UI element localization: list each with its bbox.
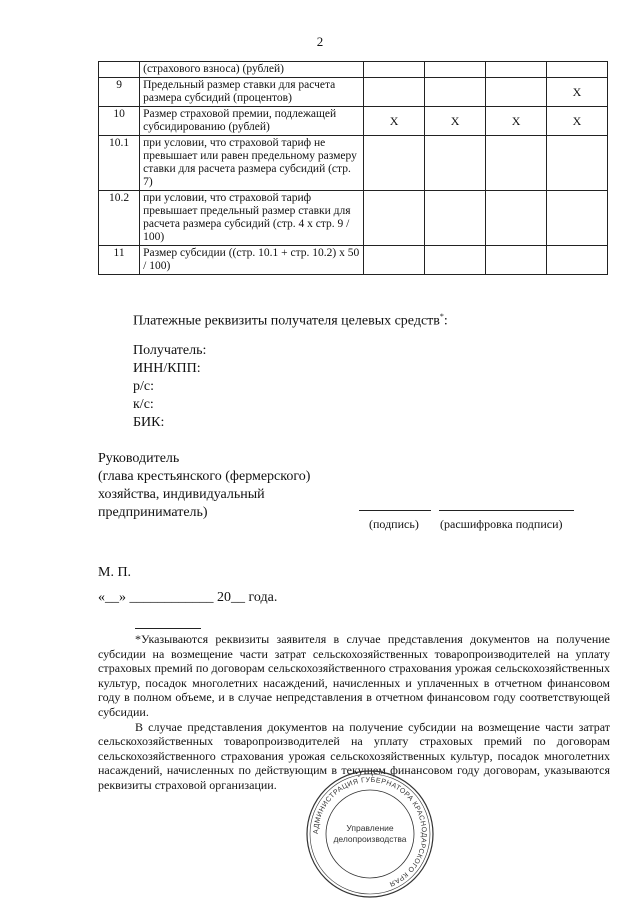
- row-number: 10: [99, 107, 140, 136]
- value-cell: [425, 246, 486, 275]
- field-inn-kpp: ИНН/КПП:: [133, 361, 201, 376]
- head-line: предприниматель): [98, 505, 208, 520]
- footnote-separator: [135, 628, 201, 629]
- field-bik: БИК:: [133, 415, 165, 430]
- table-row: [99, 107, 608, 136]
- stamp-line-2: делопроизводства: [333, 834, 407, 844]
- value-cell: [364, 62, 425, 78]
- row-number: 10.2: [99, 191, 140, 246]
- head-line: хозяйства, индивидуальный: [98, 487, 265, 502]
- signature-decode-line: [439, 510, 574, 511]
- row-description: Размер страховой премии, подлежащей субсидированию (рублей): [140, 107, 364, 136]
- page-number: 2: [316, 34, 324, 49]
- stamp-line-1: Управление: [346, 823, 394, 833]
- row-description: при условии, что страховой тариф превышает предельный размер ставки для расчета размера субсидий (стр. 4 x стр. 9 / 100): [140, 191, 364, 246]
- head-line: (глава крестьянского (фермерского): [98, 469, 311, 484]
- subsidy-table: [98, 61, 608, 275]
- value-cell: [486, 191, 547, 246]
- value-cell: [425, 62, 486, 78]
- value-cell: [547, 62, 608, 78]
- value-cell: [486, 62, 547, 78]
- field-ks: к/с:: [133, 397, 154, 412]
- footnote-paragraph-1: *Указываются реквизиты заявителя в случае представления документов на получение субсидии на возмещение части затрат сельскохозяйственных товаропроизводителей на уплату страховых премий по договорам сельскохозяйственного страхования урожая сельскохозяйственных культур, посадок многолетних насаждений, начисленных и уплаченных в отчетном финансовом году в полном объеме, и в случае непредставления в отчетном финансовом году соответствующей субсидии.: [98, 632, 610, 719]
- value-cell: [364, 136, 425, 191]
- value-cell: [364, 78, 425, 107]
- value-cell: [425, 78, 486, 107]
- payment-fields: [133, 342, 206, 432]
- value-cell: X: [547, 107, 608, 136]
- date-line: «__» ____________ 20__ года.: [98, 590, 278, 605]
- row-number: 9: [99, 78, 140, 107]
- row-number: [99, 62, 140, 78]
- payment-title-text: Платежные реквизиты получателя целевых средств: [133, 313, 440, 329]
- value-cell: [547, 191, 608, 246]
- value-cell: [486, 246, 547, 275]
- head-line: Руководитель: [98, 451, 180, 466]
- row-number: 11: [99, 246, 140, 275]
- value-cell: [547, 136, 608, 191]
- field-rs: р/с:: [133, 379, 154, 394]
- signature-decode-label: (расшифровка подписи): [440, 517, 563, 531]
- row-number: 10.1: [99, 136, 140, 191]
- value-cell: X: [364, 107, 425, 136]
- seal-place: М. П.: [98, 565, 132, 580]
- value-cell: X: [425, 107, 486, 136]
- official-stamp: [304, 768, 436, 900]
- row-description: Предельный размер ставки для расчета размера субсидий (процентов): [140, 78, 364, 107]
- field-recipient: Получатель:: [133, 343, 207, 358]
- value-cell: [547, 246, 608, 275]
- table-row: [99, 62, 608, 78]
- footnote-mark: *: [439, 312, 444, 321]
- table-row: [99, 246, 608, 275]
- value-cell: X: [486, 107, 547, 136]
- signature-label: (подпись): [369, 517, 419, 531]
- value-cell: [425, 136, 486, 191]
- table-row: [99, 136, 608, 191]
- row-description: при условии, что страховой тариф не превышает или равен предельному размеру ставки для расчета размера субсидий (стр. 7): [140, 136, 364, 191]
- value-cell: [425, 191, 486, 246]
- value-cell: [486, 78, 547, 107]
- head-signatory-block: [98, 450, 310, 522]
- payment-title-end: :: [443, 313, 448, 329]
- footnote-paragraph-2: В случае представления документов на получение субсидии на возмещение части затрат сельскохозяйственных товаропроизводителей на уплату страховых премий по договорам сельскохозяйственного страхования урожая сельскохозяйственных культур, посадок многолетних насаждений, начисленных по действующим в текущем финансовом году договорам, указываются реквизиты страховой организации.: [98, 719, 610, 792]
- payment-details-title: [133, 312, 448, 330]
- value-cell: X: [547, 78, 608, 107]
- value-cell: [364, 191, 425, 246]
- table-row: [99, 78, 608, 107]
- value-cell: [486, 136, 547, 191]
- signature-line: [359, 510, 431, 511]
- row-description: Размер субсидии ((стр. 10.1 + стр. 10.2) x 50 / 100): [140, 246, 364, 275]
- value-cell: [364, 246, 425, 275]
- row-description: (страхового взноса) (рублей): [140, 62, 364, 78]
- table-row: [99, 191, 608, 246]
- stamp-ring-text: АДМИНИСТРАЦИЯ ГУБЕРНАТОРА КРАСНОДАРСКОГО КРАЯ: [312, 776, 428, 888]
